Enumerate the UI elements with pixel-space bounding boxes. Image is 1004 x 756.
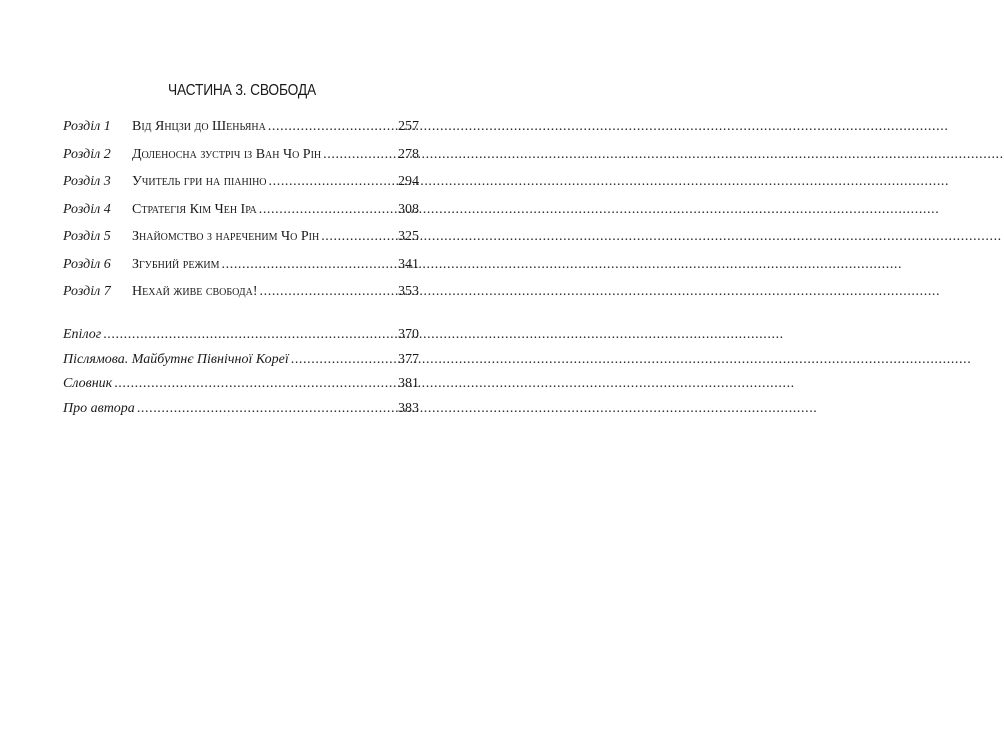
dot-leader — [260, 284, 396, 300]
toc-entry-chapter-1 — [63, 119, 419, 147]
toc-entry-chapter-6 — [63, 257, 419, 285]
back-matter-list — [63, 327, 419, 425]
dot-leader — [291, 352, 396, 368]
page-number: 341 — [398, 256, 419, 272]
dot-leader — [268, 119, 396, 135]
toc-entry-chapter-3 — [63, 174, 419, 202]
dot-leader — [323, 147, 396, 163]
chapter-label: Розділ 7 — [63, 284, 111, 299]
chapter-title: Знайомство з нареченим Чо Рін — [132, 229, 320, 244]
dot-leader — [114, 376, 396, 392]
page-number: 325 — [398, 229, 419, 244]
dot-leader — [103, 327, 396, 343]
toc-entry-chapter-7 — [63, 284, 419, 312]
chapter-list — [63, 119, 419, 312]
page-number: 278 — [398, 146, 419, 162]
toc-entry-glossary — [63, 376, 419, 401]
page-number: 381 — [398, 376, 419, 391]
toc-entry-chapter-5 — [63, 229, 419, 257]
entry-title: Словник — [63, 376, 113, 391]
page-number: 370 — [398, 327, 419, 342]
toc-entry-afterword — [63, 352, 419, 377]
chapter-label: Розділ 1 — [63, 119, 111, 134]
toc-entry-about-author — [63, 401, 419, 426]
chapter-label: Розділ 6 — [63, 256, 111, 272]
part-title: ЧАСТИНА 3. СВОБОДА — [167, 82, 317, 99]
page-number: 308 — [398, 201, 419, 217]
dot-leader — [321, 229, 396, 245]
chapter-title: Стратегія Кім Чен Іра — [132, 201, 257, 217]
dot-leader — [222, 257, 396, 273]
chapter-label: Розділ 2 — [63, 146, 111, 162]
chapter-label: Розділ 3 — [63, 174, 111, 189]
toc-entry-chapter-4 — [63, 202, 419, 230]
chapter-label: Розділ 4 — [63, 201, 111, 217]
dot-leader — [137, 401, 396, 417]
page-number: 353 — [398, 284, 419, 299]
page-number: 257 — [398, 119, 419, 134]
page-number: 294 — [398, 174, 419, 189]
toc-entry-epilogue — [63, 327, 419, 352]
page-number: 377 — [398, 351, 419, 367]
book-page — [0, 0, 484, 756]
entry-title: Про автора — [63, 400, 135, 416]
toc-entry-chapter-2 — [63, 147, 419, 175]
entry-title: Епілог — [63, 327, 102, 342]
chapter-title: Згубний режим — [132, 256, 220, 272]
chapter-title: Нехай живе свобода! — [132, 284, 258, 299]
chapter-title: Доленосна зустріч із Ван Чо Рін — [132, 146, 322, 162]
page-number: 383 — [398, 400, 419, 416]
chapter-title: Від Янцзи до Шеньяна — [132, 119, 266, 134]
chapter-title: Учитель гри на піаніно — [132, 174, 267, 189]
dot-leader — [269, 174, 396, 190]
entry-title: Післямова. Майбутнє Північної Кореї — [63, 351, 289, 367]
chapter-label: Розділ 5 — [63, 229, 111, 244]
dot-leader — [259, 202, 396, 218]
